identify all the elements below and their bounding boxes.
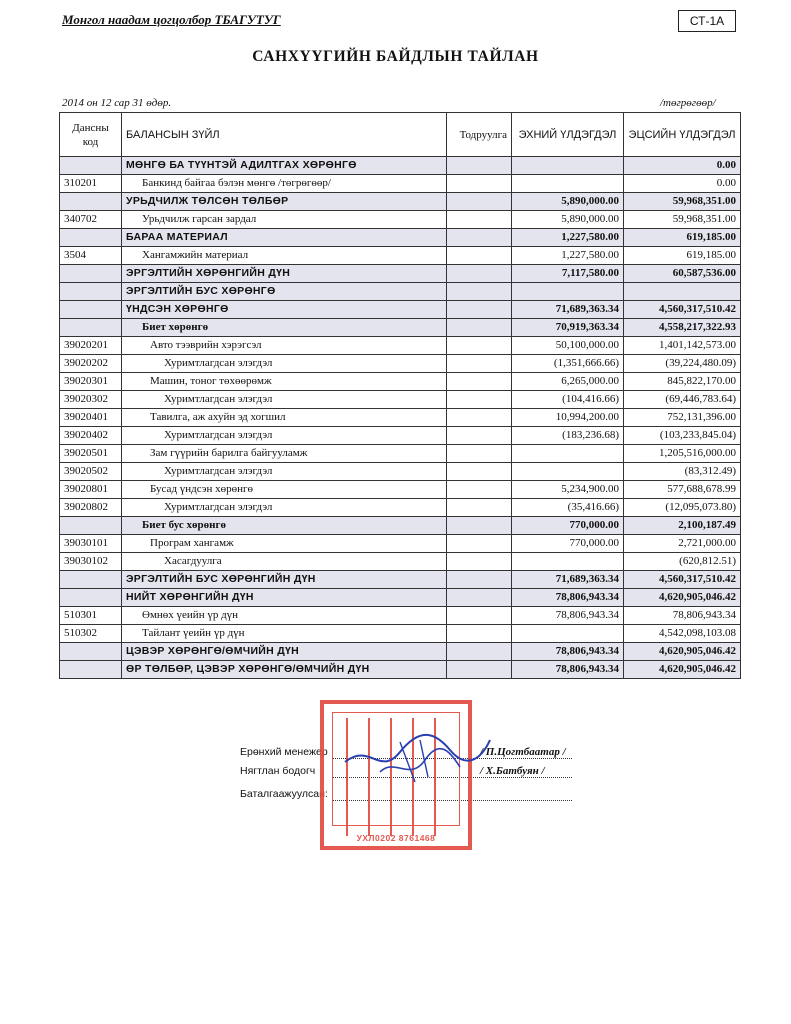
account-code-cell: 510302 (60, 625, 122, 643)
table-row (60, 229, 741, 247)
account-code-cell (60, 283, 122, 301)
account-code-cell: 3504 (60, 247, 122, 265)
table-row (60, 193, 741, 211)
table-row (60, 247, 741, 265)
stamp-number: УХЛ0202 8761468 (356, 833, 436, 843)
opening-balance-cell: 78,806,943.34 (512, 589, 624, 607)
account-code-cell (60, 643, 122, 661)
closing-balance-cell: 60,587,536.00 (624, 265, 741, 283)
table-row (60, 391, 741, 409)
balance-item-cell: Хуримтлагдсан элэгдэл (122, 427, 447, 445)
table-row (60, 535, 741, 553)
signatory-name: / Х.Батбуян / (480, 765, 545, 777)
balance-item-cell: Биет бус хөрөнгө (122, 517, 447, 535)
closing-balance-cell: 0.00 (624, 157, 741, 175)
note-cell (447, 427, 512, 445)
account-code-cell (60, 319, 122, 337)
note-cell (447, 517, 512, 535)
opening-balance-cell (512, 157, 624, 175)
account-code-cell: 39020401 (60, 409, 122, 427)
closing-balance-cell: (69,446,783.64) (624, 391, 741, 409)
opening-balance-cell: (35,416.66) (512, 499, 624, 517)
account-code-cell (60, 265, 122, 283)
header-closing-balance: ЭЦСИЙН ҮЛДЭГДЭЛ (624, 113, 741, 157)
table-row (60, 553, 741, 571)
table-row (60, 571, 741, 589)
table-header-row (60, 113, 741, 157)
table-row (60, 265, 741, 283)
closing-balance-cell: (39,224,480.09) (624, 355, 741, 373)
note-cell (447, 301, 512, 319)
balance-item-cell: ЭРГЭЛТИЙН БУС ХӨРӨНГӨ (122, 283, 447, 301)
balance-item-cell: Өмнөх үеийн үр дүн (122, 607, 447, 625)
table-row (60, 517, 741, 535)
note-cell (447, 409, 512, 427)
header-opening-balance: ЭХНИЙ ҮЛДЭГДЭЛ (512, 113, 624, 157)
note-cell (447, 553, 512, 571)
note-cell (447, 463, 512, 481)
closing-balance-cell (624, 283, 741, 301)
opening-balance-cell: 78,806,943.34 (512, 661, 624, 679)
table-row (60, 643, 741, 661)
closing-balance-cell: 78,806,943.34 (624, 607, 741, 625)
closing-balance-cell: 1,205,516,000.00 (624, 445, 741, 463)
closing-balance-cell: 59,968,351.00 (624, 211, 741, 229)
table-row (60, 157, 741, 175)
note-cell (447, 211, 512, 229)
note-cell (447, 607, 512, 625)
note-cell (447, 229, 512, 247)
opening-balance-cell: 770,000.00 (512, 535, 624, 553)
note-cell (447, 391, 512, 409)
closing-balance-cell: 4,560,317,510.42 (624, 571, 741, 589)
closing-balance-cell: 619,185.00 (624, 229, 741, 247)
account-code-cell: 39020301 (60, 373, 122, 391)
note-cell (447, 373, 512, 391)
opening-balance-cell (512, 625, 624, 643)
note-cell (447, 355, 512, 373)
table-row (60, 661, 741, 679)
handwritten-signature-icon (340, 722, 500, 792)
account-code-cell (60, 661, 122, 679)
account-code-cell: 39020201 (60, 337, 122, 355)
opening-balance-cell (512, 175, 624, 193)
closing-balance-cell: (620,812.51) (624, 553, 741, 571)
note-cell (447, 661, 512, 679)
account-code-cell: 39020502 (60, 463, 122, 481)
closing-balance-cell: 59,968,351.00 (624, 193, 741, 211)
note-cell (447, 175, 512, 193)
signature-label: Ерөнхий менежер (240, 746, 328, 758)
table-row (60, 373, 741, 391)
account-code-cell (60, 229, 122, 247)
opening-balance-cell: 78,806,943.34 (512, 607, 624, 625)
table-row (60, 283, 741, 301)
opening-balance-cell (512, 553, 624, 571)
opening-balance-cell: 50,100,000.00 (512, 337, 624, 355)
table-row (60, 481, 741, 499)
note-cell (447, 193, 512, 211)
table-row (60, 211, 741, 229)
balance-item-cell: НИЙТ ХӨРӨНГИЙН ДҮН (122, 589, 447, 607)
note-cell (447, 589, 512, 607)
closing-balance-cell: (12,095,073.80) (624, 499, 741, 517)
note-cell (447, 535, 512, 553)
balance-sheet-table (59, 112, 741, 679)
signature-label: Баталгаажуулсан: (240, 788, 328, 800)
closing-balance-cell: (103,233,845.04) (624, 427, 741, 445)
table-row (60, 427, 741, 445)
account-code-cell: 39030102 (60, 553, 122, 571)
note-cell (447, 481, 512, 499)
account-code-cell (60, 589, 122, 607)
table-row (60, 301, 741, 319)
opening-balance-cell: (104,416.66) (512, 391, 624, 409)
opening-balance-cell: 78,806,943.34 (512, 643, 624, 661)
balance-item-cell: ЭРГЭЛТИЙН БУС ХӨРӨНГИЙН ДҮН (122, 571, 447, 589)
opening-balance-cell: 10,994,200.00 (512, 409, 624, 427)
closing-balance-cell: 577,688,678.99 (624, 481, 741, 499)
closing-balance-cell: 619,185.00 (624, 247, 741, 265)
balance-item-cell: Програм хангамж (122, 535, 447, 553)
balance-item-cell: Тайлант үеийн үр дүн (122, 625, 447, 643)
balance-item-cell: Биет хөрөнгө (122, 319, 447, 337)
table-row (60, 625, 741, 643)
table-row (60, 337, 741, 355)
balance-item-cell: ӨР ТӨЛБӨР, ЦЭВЭР ХӨРӨНГӨ/ӨМЧИЙН ДҮН (122, 661, 447, 679)
closing-balance-cell: 4,620,905,046.42 (624, 643, 741, 661)
opening-balance-cell: 5,890,000.00 (512, 193, 624, 211)
table-row (60, 607, 741, 625)
balance-item-cell: ҮНДСЭН ХӨРӨНГӨ (122, 301, 447, 319)
header-note: Тодруулга (447, 113, 512, 157)
opening-balance-cell (512, 463, 624, 481)
balance-item-cell: Тавилга, аж ахуйн эд хогшил (122, 409, 447, 427)
opening-balance-cell: 5,234,900.00 (512, 481, 624, 499)
closing-balance-cell: 4,558,217,322.93 (624, 319, 741, 337)
balance-item-cell: Хуримтлагдсан элэгдэл (122, 463, 447, 481)
table-row (60, 175, 741, 193)
balance-item-cell: УРЬДЧИЛЖ ТӨЛСӨН ТӨЛБӨР (122, 193, 447, 211)
balance-item-cell: Машин, тоног төхөөрөмж (122, 373, 447, 391)
opening-balance-cell: 71,689,363.34 (512, 301, 624, 319)
balance-item-cell: Хуримтлагдсан элэгдэл (122, 499, 447, 517)
account-code-cell: 39020302 (60, 391, 122, 409)
account-code-cell: 39030101 (60, 535, 122, 553)
note-cell (447, 499, 512, 517)
header-account-code: Дансны код (60, 113, 122, 157)
organization-name: Монгол наадам цогцолбор ТБАГУТУГ (62, 12, 281, 27)
signatory-name: / П.Цогтбаатар / (480, 746, 566, 758)
closing-balance-cell: 752,131,396.00 (624, 409, 741, 427)
note-cell (447, 643, 512, 661)
note-cell (447, 337, 512, 355)
opening-balance-cell (512, 283, 624, 301)
balance-item-cell: Хангамжийн материал (122, 247, 447, 265)
signature-label: Нягтлан бодогч (240, 765, 316, 777)
account-code-cell: 340702 (60, 211, 122, 229)
note-cell (447, 283, 512, 301)
closing-balance-cell: 0.00 (624, 175, 741, 193)
account-code-cell (60, 193, 122, 211)
note-cell (447, 319, 512, 337)
report-title: САНХҮҮГИЙН БАЙДЛЫН ТАЙЛАН (252, 48, 539, 65)
table-row (60, 499, 741, 517)
opening-balance-cell (512, 445, 624, 463)
table-row (60, 355, 741, 373)
currency-unit: /төгрөгөөр/ (660, 97, 716, 109)
opening-balance-cell: 1,227,580.00 (512, 247, 624, 265)
balance-item-cell: ЦЭВЭР ХӨРӨНГӨ/ӨМЧИЙН ДҮН (122, 643, 447, 661)
table-row (60, 463, 741, 481)
closing-balance-cell: 4,542,098,103.08 (624, 625, 741, 643)
closing-balance-cell: 2,100,187.49 (624, 517, 741, 535)
balance-item-cell: Бусад үндсэн хөрөнгө (122, 481, 447, 499)
opening-balance-cell: 6,265,000.00 (512, 373, 624, 391)
table-row (60, 409, 741, 427)
balance-item-cell: Зам гүүрийн барилга байгууламж (122, 445, 447, 463)
note-cell (447, 247, 512, 265)
balance-item-cell: Хуримтлагдсан элэгдэл (122, 355, 447, 373)
opening-balance-cell: 770,000.00 (512, 517, 624, 535)
form-code-box: СТ-1А (678, 10, 736, 32)
balance-item-cell: ЭРГЭЛТИЙН ХӨРӨНГИЙН ДҮН (122, 265, 447, 283)
account-code-cell (60, 301, 122, 319)
note-cell (447, 157, 512, 175)
account-code-cell: 39020501 (60, 445, 122, 463)
account-code-cell (60, 571, 122, 589)
account-code-cell: 39020402 (60, 427, 122, 445)
opening-balance-cell: 70,919,363.34 (512, 319, 624, 337)
account-code-cell: 39020801 (60, 481, 122, 499)
report-date: 2014 он 12 сар 31 өдөр. (62, 97, 172, 109)
account-code-cell: 510301 (60, 607, 122, 625)
note-cell (447, 571, 512, 589)
balance-item-cell: МӨНГӨ БА ТҮҮНТЭЙ АДИЛТГАХ ХӨРӨНГӨ (122, 157, 447, 175)
closing-balance-cell: 4,560,317,510.42 (624, 301, 741, 319)
balance-item-cell: Банкинд байгаа бэлэн мөнгө /төгрөгөөр/ (122, 175, 447, 193)
opening-balance-cell: 71,689,363.34 (512, 571, 624, 589)
table-row (60, 445, 741, 463)
balance-item-cell: Авто тээврийн хэрэгсэл (122, 337, 447, 355)
opening-balance-cell: 7,117,580.00 (512, 265, 624, 283)
account-code-cell: 39020202 (60, 355, 122, 373)
balance-item-cell: БАРАА МАТЕРИАЛ (122, 229, 447, 247)
table-row (60, 589, 741, 607)
closing-balance-cell: 2,721,000.00 (624, 535, 741, 553)
opening-balance-cell: (1,351,666.66) (512, 355, 624, 373)
closing-balance-cell: 4,620,905,046.42 (624, 661, 741, 679)
opening-balance-cell: 1,227,580.00 (512, 229, 624, 247)
closing-balance-cell: 1,401,142,573.00 (624, 337, 741, 355)
balance-item-cell: Хасагдуулга (122, 553, 447, 571)
note-cell (447, 625, 512, 643)
note-cell (447, 445, 512, 463)
account-code-cell: 310201 (60, 175, 122, 193)
header-balance-item: БАЛАНСЫН ЗҮЙЛ (122, 113, 447, 157)
opening-balance-cell: (183,236.68) (512, 427, 624, 445)
table-row (60, 319, 741, 337)
closing-balance-cell: 845,822,170.00 (624, 373, 741, 391)
note-cell (447, 265, 512, 283)
balance-item-cell: Урьдчилж гарсан зардал (122, 211, 447, 229)
balance-item-cell: Хуримтлагдсан элэгдэл (122, 391, 447, 409)
account-code-cell (60, 517, 122, 535)
closing-balance-cell: 4,620,905,046.42 (624, 589, 741, 607)
account-code-cell: 39020802 (60, 499, 122, 517)
opening-balance-cell: 5,890,000.00 (512, 211, 624, 229)
closing-balance-cell: (83,312.49) (624, 463, 741, 481)
account-code-cell (60, 157, 122, 175)
